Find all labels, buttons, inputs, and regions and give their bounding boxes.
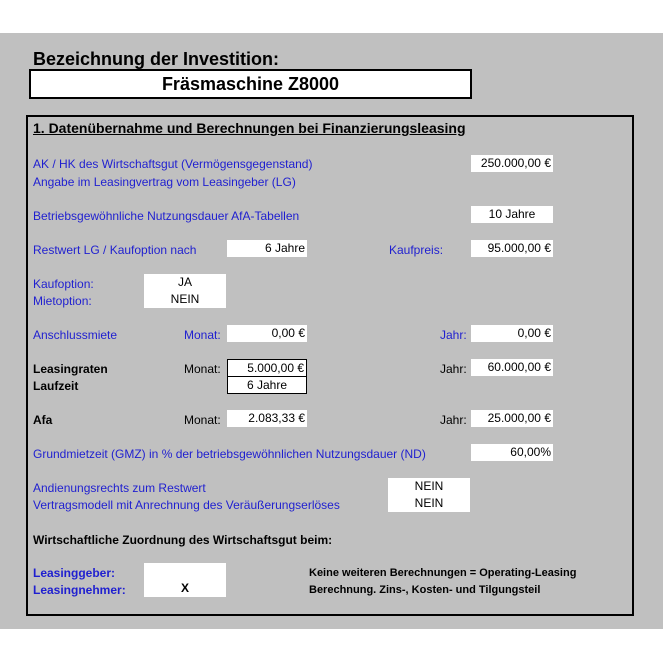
leasingraten-jahr-value-cell[interactable]: 60.000,00 € [471,359,553,376]
afa-monat-value-cell[interactable]: 2.083,33 € [227,410,307,427]
afa-monat-label: Monat: [184,413,221,427]
leasingnehmer-label: Leasingnehmer: [33,583,126,597]
leasingraten-monat-value-cell[interactable]: 5.000,00 € [227,359,307,377]
mietoption-value-cell[interactable]: NEIN [144,291,226,308]
laufzeit-value-cell[interactable]: 6 Jahre [227,376,307,394]
restwert-value-cell[interactable]: 6 Jahre [227,240,307,257]
kaufoption-value-cell[interactable]: JA [144,274,226,291]
afa-label: Afa [33,413,53,427]
andienung-value-cell[interactable]: NEIN [388,478,470,495]
afa-jahr-value-cell[interactable]: 25.000,00 € [471,410,553,427]
anschluss-jahr-value-cell[interactable]: 0,00 € [471,325,553,342]
kaufpreis-label: Kaufpreis: [389,243,444,257]
nutzungsdauer-value-cell[interactable]: 10 Jahre [471,206,553,223]
note-line1: Keine weiteren Berechnungen = Operating-Leasing [309,567,577,579]
kaufoption-label: Kaufoption: [33,277,94,291]
zuordnung-label: Wirtschaftliche Zuordnung des Wirtschaftsgut beim: [33,533,333,547]
vertragsmodell-label: Vertragsmodell mit Anrechnung des Veräußerungserlöses [33,498,340,512]
leasinggeber-label: Leasinggeber: [33,566,116,580]
leasingraten-monat-label: Monat: [184,362,221,376]
leasinggeber-value-cell[interactable] [144,563,226,580]
ak-hk-label-line2: Angabe im Leasingvertrag vom Leasingeber (LG) [33,175,296,189]
investition-label: Bezeichnung der Investition: [33,49,280,69]
investition-name-cell[interactable]: Fräsmaschine Z8000 [29,69,472,99]
leasingnehmer-value-cell[interactable]: X [144,580,226,597]
anschluss-monat-value-cell[interactable]: 0,00 € [227,325,307,342]
leasingraten-label: Leasingraten [33,362,108,376]
restwert-label: Restwert LG / Kaufoption nach [33,243,197,257]
andienung-label: Andienungsrechts zum Restwert [33,481,206,495]
leasingraten-jahr-label: Jahr: [440,362,467,376]
vertragsmodell-value-cell[interactable]: NEIN [388,495,470,512]
anschluss-jahr-label: Jahr: [440,328,467,342]
section-1-title: 1. Datenübernahme und Berechnungen bei Finanzierungsleasing [33,120,466,136]
afa-jahr-label: Jahr: [440,413,467,427]
mietoption-label: Mietoption: [33,294,92,308]
gmz-value-cell[interactable]: 60,00% [471,444,553,461]
laufzeit-label: Laufzeit [33,379,79,393]
kaufpreis-value-cell[interactable]: 95.000,00 € [471,240,553,257]
anschlussmiete-label: Anschlussmiete [33,328,118,342]
anschluss-monat-label: Monat: [184,328,221,342]
ak-hk-label-line1: AK / HK des Wirtschaftsgut (Vermögensgegenstand) [33,157,313,171]
gmz-label: Grundmietzeit (GMZ) in % der betriebsgewöhnlichen Nutzungsdauer (ND) [33,447,426,461]
note-line2: Berechnung. Zins-, Kosten- und Tilgungsteil [309,584,541,596]
ak-hk-value-cell[interactable]: 250.000,00 € [471,155,553,172]
nutzungsdauer-label: Betriebsgewöhnliche Nutzungsdauer AfA-Tabellen [33,209,300,223]
